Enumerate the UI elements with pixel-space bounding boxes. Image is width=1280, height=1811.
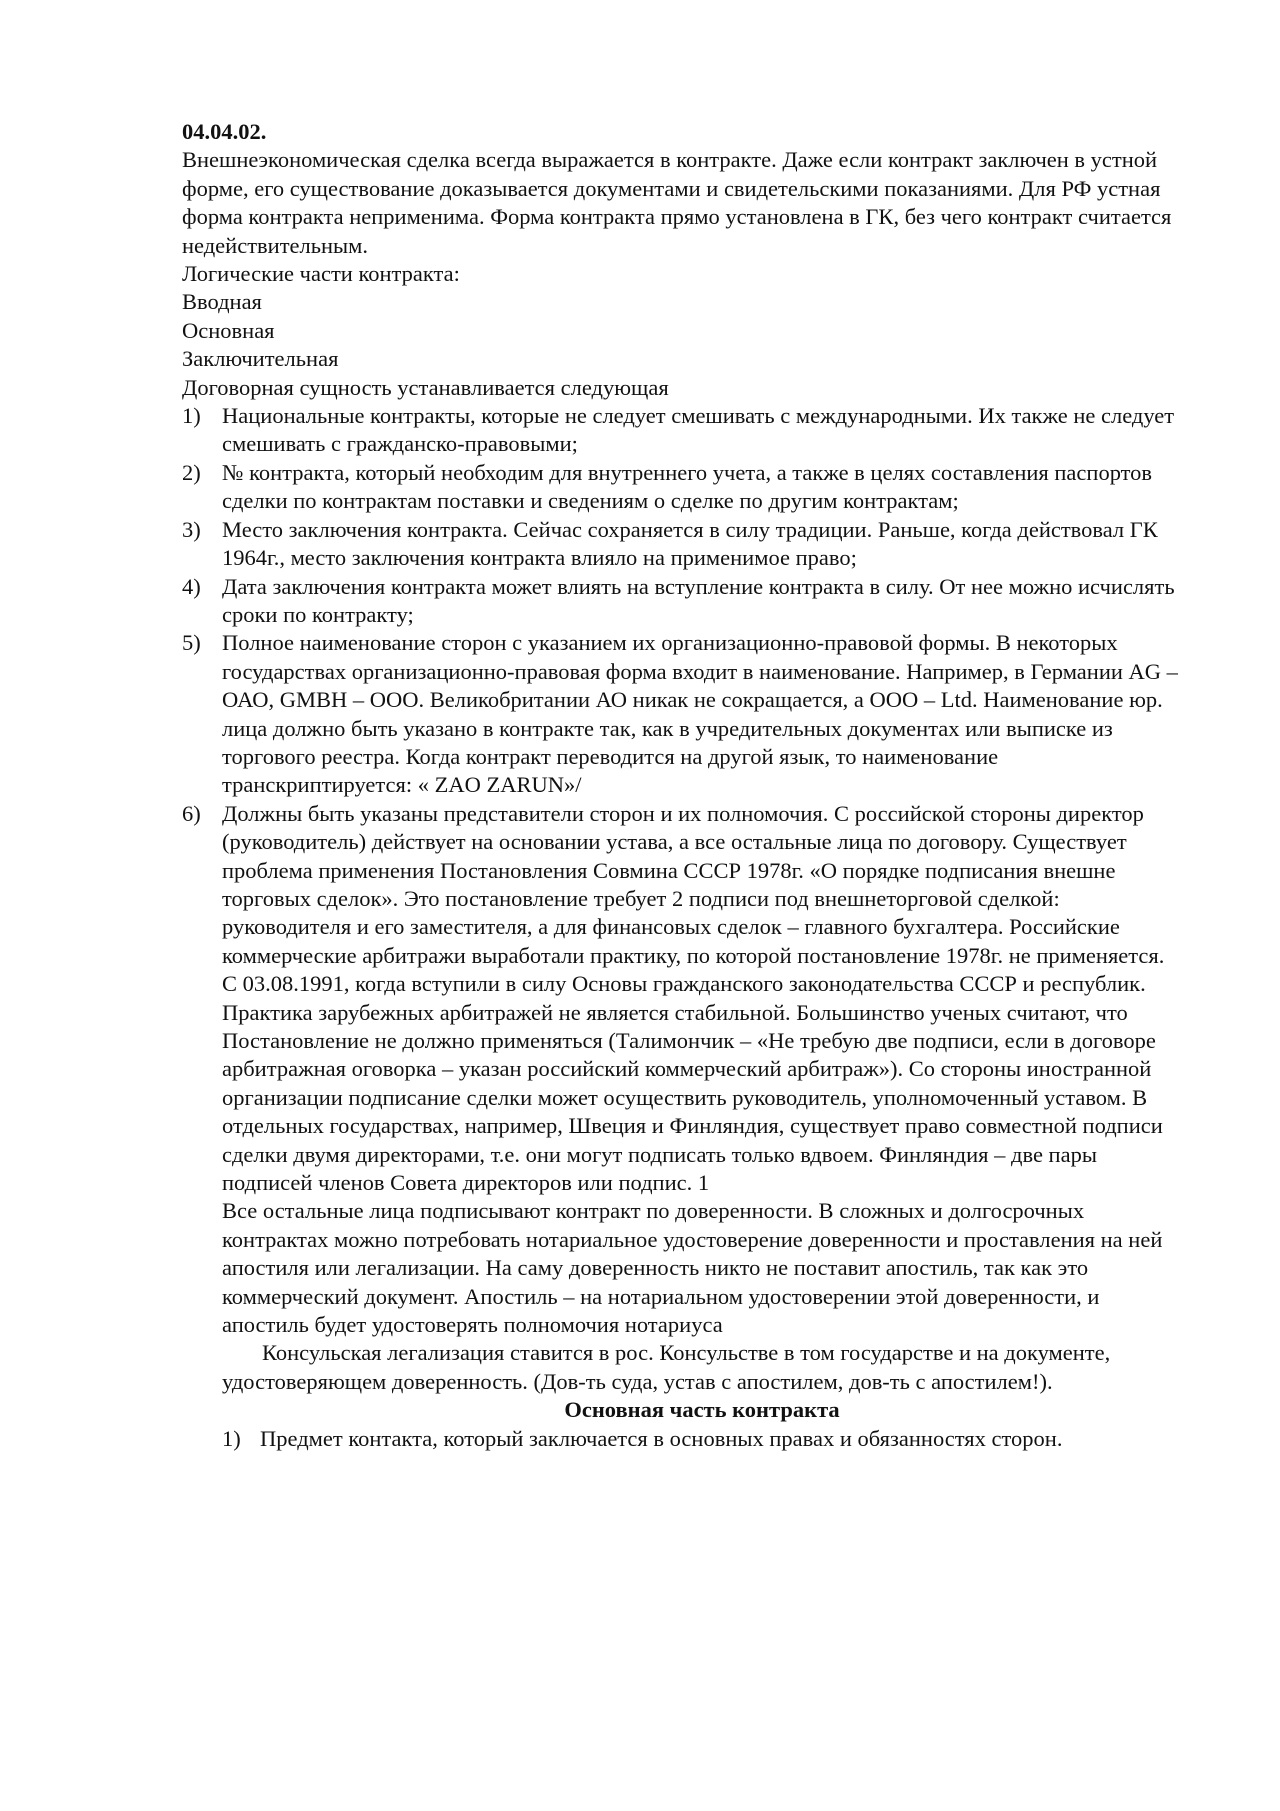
power-of-attorney-paragraph: Все остальные лица подписывают контракт по доверенности. В сложных и долгосрочных контрактах можно потребовать нотариальное удостоверение доверенности и проставления на ней апостиля или легализации. На саму доверенность никто не поставит апостиль, так как это коммерческий документ. Апостиль – на нотариальном удостоверении этой доверенности, и апостиль будет удостоверять полномочия нотариуса [222,1198,1163,1338]
list-item [182,800,1182,1198]
intro-paragraph: Внешнеэкономическая сделка всегда выражается в контракте. Даже если контракт заключен в устной форме, его существование доказывается документами и свидетельскими показаниями. Для РФ устная форма контракта неприменима. Форма контракта прямо установлена в ГК, без чего контракт считается недействительным. [182,147,1172,258]
document-date: 04.04.02. [182,119,267,144]
contract-essence-list [182,402,1182,1197]
essence-label: Договорная сущность устанавливается следующая [182,374,669,400]
consular-legalization-paragraph: Консульская легализация ставится в рос. Консульстве в том государстве и на документе, удостоверяющем доверенность. (Дов-ть суда, устав с апостилем, дов-ть с апостилем!). [222,1340,1111,1394]
list-item-text: Полное наименование сторон с указанием их организационно-правовой формы. В некоторых государствах организационно-правовая форма входит в наименование. Например, в Германии AG – ОАО, GMBH – ООО. Великобритании АО никак не сокращается, а ООО – Ltd. Наименование юр. лица должно быть указано в контракте так, как в учредительных документах или выписке из торгового реестра. Когда контракт переводится на другой язык, то наименование транскриптируется: « ZAO ZARUN»/ [222,630,1178,798]
list-item [182,516,1182,573]
list-item-text: Должны быть указаны представители сторон и их полномочия. С российской стороны директор (руководитель) действует на основании устава, а все остальные лица по договору. Существует проблема применения Постановления Совмина СССР 1978г. «О порядке подписания внешне торговых сделок». Это постановление требует 2 подписи под внешнеторговой сделкой: руководителя и его заместителя, а для финансовых сделок – главного бухгалтера. Российские коммерческие арбитражи выработали практику, по которой постановление 1978г. не применяется. С 03.08.1991, когда вступили в силу Основы гражданского законодательства СССР и республик. Практика зарубежных арбитражей не является стабильной. Большинство ученых считают, что Постановление не должно применяться (Талимончик – «Не требую две подписи, если в договоре арбитражная оговорка – указан российский коммерческий арбитраж»). Со стороны иностранной организации подписание сделки может осуществить руководитель, уполномоченный уставом. В отдельных государствах, например, Швеция и Финляндия, существует право совместной подписи сделки двумя директорами, т.е. они могут подписать только вдвоем. Финляндия – две пары подписей членов Совета директоров или подпис. 1 [222,800,1165,1196]
main-part-heading: Основная часть контракта [564,1397,840,1423]
list-item-number: 1) [222,1425,241,1451]
main-part-list [182,1425,1182,1453]
list-item-number: 5) [182,630,201,656]
list-item [182,1425,1182,1453]
part-final: Заключительная [182,346,339,372]
list-item-number: 2) [182,459,201,485]
list-item-number: 6) [182,800,201,826]
list-item-number: 4) [182,573,201,599]
list-item-text: Национальные контракты, которые не следует смешивать с международными. Их также не следует смешивать с гражданско-правовыми; [222,403,1175,457]
list-item-text: Место заключения контракта. Сейчас сохраняется в силу традиции. Раньше, когда действовал ГК 1964г., место заключения контракта влияло на применимое право; [222,516,1158,571]
list-item-text: № контракта, который необходим для внутреннего учета, а также в целях составления паспортов сделки по контрактам поставки и сведениям о сделке по другим контрактам; [222,459,1153,514]
list-item [182,402,1182,459]
parts-label: Логические части контракта: [182,261,460,287]
list-item-text: Предмет контакта, который заключается в основных правах и обязанностях сторон. [260,1425,1063,1451]
list-item-number: 3) [182,516,201,542]
list-item [182,629,1182,799]
list-item [182,573,1182,630]
document-page [182,118,1182,1453]
part-main: Основная [182,317,275,343]
list-item [182,459,1182,516]
part-introductory: Вводная [182,289,262,315]
list-item-number: 1) [182,403,201,429]
list-item-text: Дата заключения контракта может влиять на вступление контракта в силу. От нее можно исчислять сроки по контракту; [222,573,1175,627]
